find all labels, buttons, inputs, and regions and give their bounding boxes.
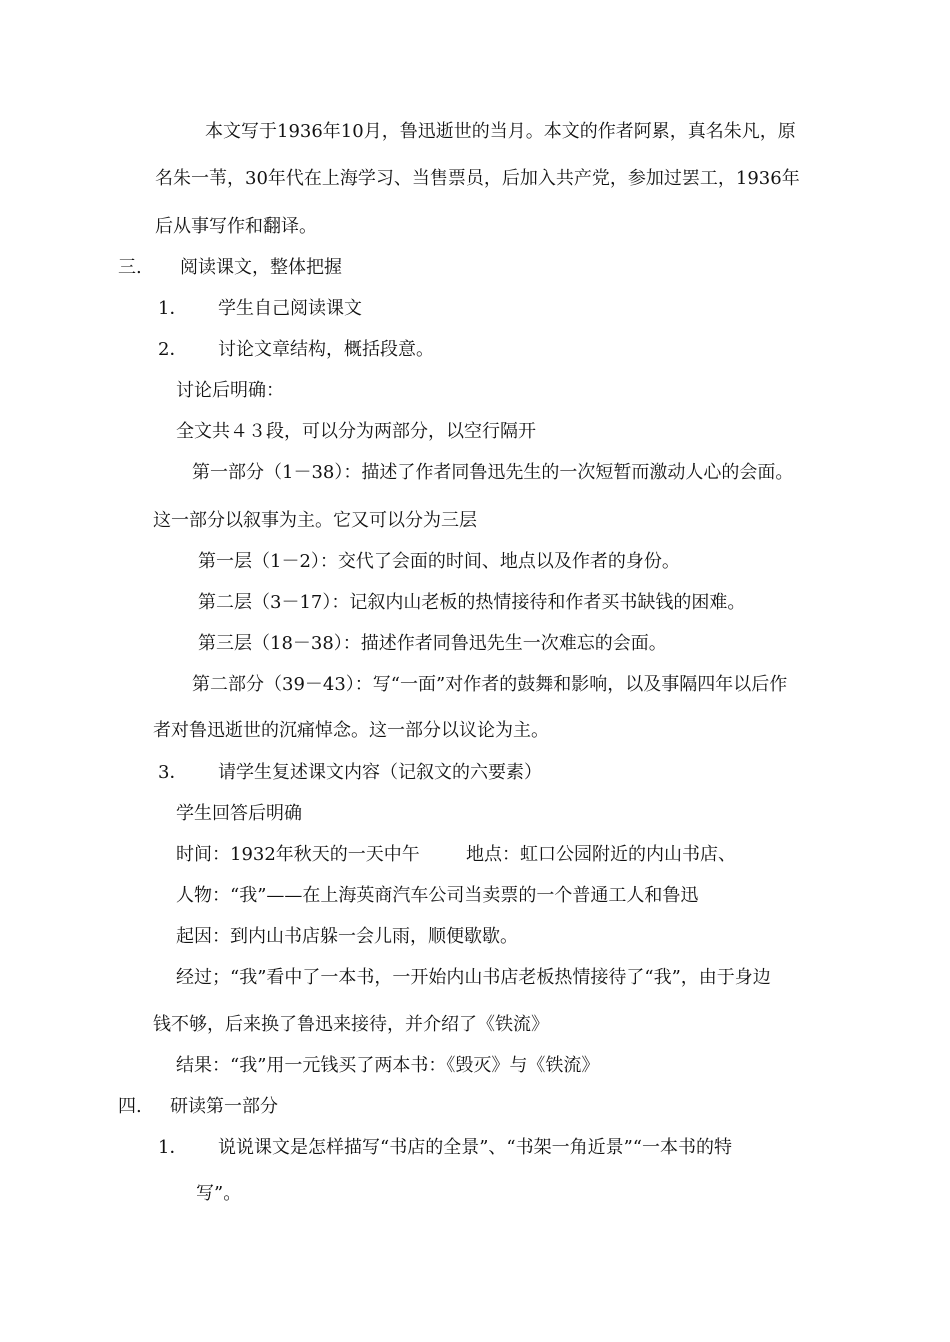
element-cause: 起因：到内山书店躲一会儿雨，顺便歇歇。 (176, 926, 518, 947)
s3-item-3-number: 3． (158, 762, 188, 783)
total-paragraphs: 全文共４３段，可以分为两部分，以空行隔开 (176, 421, 536, 442)
element-process-line-1: 经过；“我”看中了一本书，一开始内山书店老板热情接待了“我”，由于身边 (176, 967, 771, 988)
s3-item-2-text: 讨论文章结构，概括段意。 (218, 339, 434, 360)
discussion-clarify: 讨论后明确： (176, 380, 284, 401)
part-1-line-2: 这一部分以叙事为主。它又可以分为三层 (153, 510, 477, 531)
part-2-line-1: 第二部分（39－43）：写“一面”对作者的鼓舞和影响，以及事隔四年以后作 (192, 674, 788, 695)
part-2-line-2: 者对鲁迅逝世的沉痛悼念。这一部分以议论为主。 (153, 720, 549, 741)
s3-item-1-number: 1． (158, 298, 188, 319)
layer-1: 第一层（1－2）：交代了会面的时间、地点以及作者的身份。 (198, 551, 680, 572)
layer-3: 第三层（18－38）：描述作者同鲁迅先生一次难忘的会面。 (198, 633, 667, 654)
s3-item-1-text: 学生自己阅读课文 (218, 298, 362, 319)
intro-line-1: 本文写于1936年10月，鲁迅逝世的当月。本文的作者阿累，真名朱凡，原 (205, 121, 796, 142)
layer-2: 第二层（3－17）：记叙内山老板的热情接待和作者买书缺钱的困难。 (198, 592, 746, 613)
intro-line-2: 名朱一苇，30年代在上海学习、当售票员，后加入共产党，参加过罢工，1936年 (155, 168, 800, 189)
element-result: 结果：“我”用一元钱买了两本书：《毁灭》与《铁流》 (176, 1055, 600, 1076)
s3-item-3-text: 请学生复述课文内容（记叙文的六要素） (218, 762, 542, 783)
answer-clarify: 学生回答后明确 (176, 803, 302, 824)
section-3-number: 三. (118, 257, 142, 278)
part-1-line-1: 第一部分（1－38）：描述了作者同鲁迅先生的一次短暂而激动人心的会面。 (192, 462, 794, 483)
section-4-number: 四. (118, 1096, 142, 1117)
section-4-title: 研读第一部分 (170, 1096, 278, 1117)
s3-item-2-number: 2． (158, 339, 188, 360)
section-3-title: 阅读课文，整体把握 (180, 257, 342, 278)
s4-item-1-text-line-1: 说说课文是怎样描写“书店的全景”、“书架一角近景”“一本书的特 (218, 1137, 733, 1158)
element-process-line-2: 钱不够，后来换了鲁迅来接待，并介绍了《铁流》 (153, 1014, 549, 1035)
intro-line-3: 后从事写作和翻译。 (155, 216, 317, 237)
s4-item-1-number: 1． (158, 1137, 188, 1158)
element-time: 时间：1932年秋天的一天中午 (176, 844, 420, 865)
s4-item-1-text-line-2: 写”。 (196, 1183, 242, 1204)
element-people: 人物：“我”——在上海英商汽车公司当卖票的一个普通工人和鲁迅 (176, 885, 699, 906)
element-place: 地点：虹口公园附近的内山书店、 (466, 844, 736, 865)
